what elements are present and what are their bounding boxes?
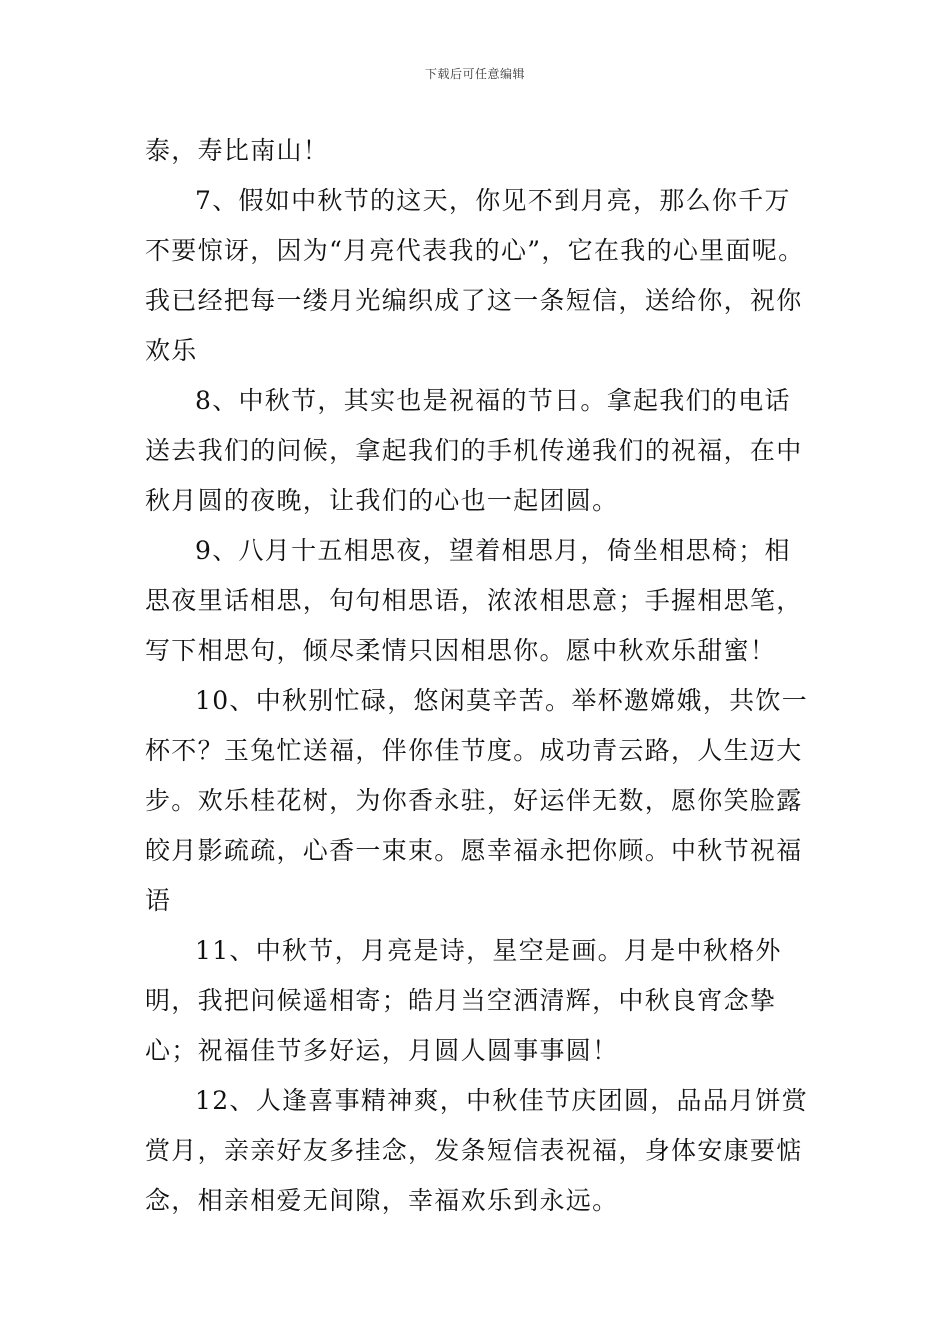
paragraph-8: 8、中秋节，其实也是祝福的节日。拿起我们的电话送去我们的问候，拿起我们的手机传递我们的祝福，在中秋月圆的夜晚，让我们的心也一起团圆。 [145, 386, 803, 515]
paragraph-12: 12、人逢喜事精神爽，中秋佳节庆团圆，品品月饼赏赏月，亲亲好友多挂念，发条短信表祝福，身体安康要惦念，相亲相爱无间隙，幸福欢乐到永远。 [145, 1086, 809, 1215]
paragraph-9: 9、八月十五相思夜，望着相思月，倚坐相思椅；相思夜里话相思，句句相思语，浓浓相思意；手握相思笔，写下相思句，倾尽柔情只因相思你。愿中秋欢乐甜蜜！ [145, 536, 803, 665]
page-header: 下载后可任意编辑 [424, 67, 525, 81]
paragraph-7: 7、假如中秋节的这天，你见不到月亮，那么你千万不要惊讶，因为“月亮代表我的心”，它在我的心里面呢。我已经把每一缕月光编织成了这一条短信，送给你，祝你欢乐 [145, 186, 805, 365]
paragraph-continued: 泰，寿比南山！ [145, 136, 330, 165]
document-body [145, 126, 815, 1226]
paragraph-10: 10、中秋别忙碌，悠闲莫辛苦。举杯邀嫦娥，共饮一杯不？玉兔忙送福，伴你佳节度。成功青云路，人生迈大步。欢乐桂花树，为你香永驻，好运伴无数，愿你笑脸露皎月影疏疏，心香一束束。愿幸福永把你顾。中秋节祝福语 [145, 686, 809, 915]
paragraph-11: 11、中秋节，月亮是诗，星空是画。月是中秋格外明，我把问候遥相寄；皓月当空洒清辉，中秋良宵念挚心；祝福佳节多好运，月圆人圆事事圆！ [145, 936, 782, 1065]
